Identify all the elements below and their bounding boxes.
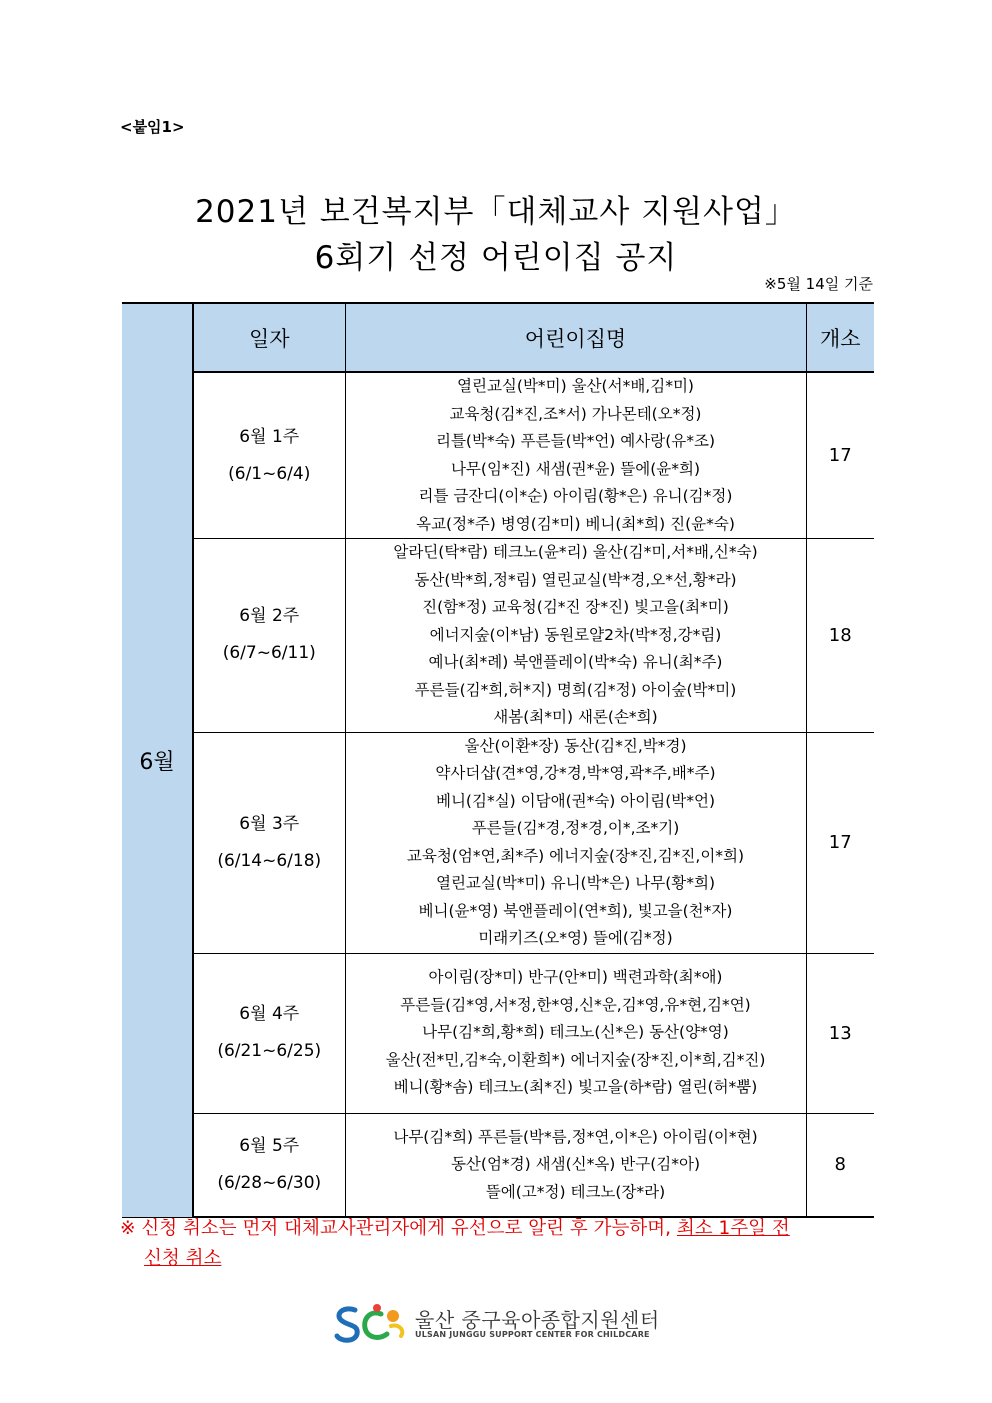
names-cell [345,1113,806,1217]
reference-mark: ※ [120,1218,136,1239]
list-item: 베니(김*실) 이담애(권*숙) 아이림(박*언) [435,791,715,810]
list-item: 뜰에(고*정) 테크노(장*라) [485,1182,666,1201]
week-label: 6월 4주 [239,1004,300,1024]
page-subtitle: 6회기 선정 어린이집 공지 [314,240,678,276]
table-row [122,732,874,953]
list-item: 나무(임*진) 새샘(권*윤) 뜰에(윤*희) [450,459,701,478]
list-item: 리틀(박*숙) 푸른들(박*언) 예사랑(유*조) [435,432,715,450]
month-cell: 6월 [122,303,193,1217]
count-cell: 17 [806,372,874,539]
list-item: 나무(김*희,황*희) 테크노(신*은) 동산(양*영) [422,1023,729,1042]
list-item: 울산(이환*장) 동산(김*진,박*경) [464,736,687,755]
list-item: 동산(엄*경) 새샘(신*옥) 반구(김*아) [450,1155,701,1173]
selection-table [122,302,874,1218]
week-cell [193,539,345,733]
header-name: 어린이집명 [345,303,806,372]
list-item: 알라딘(탁*람) 테크노(윤*리) 울산(김*미,서*배,신*숙) [393,543,758,561]
header-date: 일자 [193,303,345,372]
week-range: (6/14~6/18) [217,850,322,871]
names-cell [345,372,806,539]
list-item: 열린교실(박*미) 울산(서*배,김*미) [457,377,694,395]
count-cell: 18 [806,539,874,733]
list-item: 베니(황*솜) 테크노(최*진) 빛고을(하*람) 열린(허*뿜) [393,1078,758,1097]
list-item: 울산(전*민,김*숙,이환희*) 에너지숲(장*진,이*희,김*진) [385,1050,766,1069]
list-item: 진(함*정) 교육청(김*진 장*진) 빛고을(최*미) [422,598,729,616]
header-count: 개소 [806,303,874,372]
cancellation-notice [120,1214,876,1274]
notice-line2: 신청 취소 [144,1248,222,1269]
week-range: (6/28~6/30) [217,1172,322,1193]
logo-english-text: ULSAN JUNGGU SUPPORT CENTER FOR CHILDCARE [415,1330,650,1339]
names-cell [345,953,806,1113]
list-item: 푸른들(김*영,서*정,한*영,신*운,김*영,유*현,김*연) [400,995,751,1014]
week-label: 6월 2주 [239,606,300,627]
list-item: 약사더샵(견*영,강*경,박*영,곽*주,배*주) [435,764,716,782]
names-cell [345,539,806,733]
list-item: 푸른들(김*경,정*경,이*,조*기) [471,819,680,837]
list-item: 미래키즈(오*영) 뜰에(김*정) [478,929,673,947]
count-cell: 8 [806,1113,874,1217]
list-item: 푸른들(김*희,허*지) 명희(김*정) 아이숲(박*미) [414,680,737,699]
table-row [122,1113,874,1217]
list-item: 열린교실(박*미) 유니(박*은) 나무(황*희) [435,874,715,892]
list-item: 나무(김*희) 푸른들(박*름,정*연,이*은) 아이림(이*현) [393,1127,758,1146]
week-cell [193,953,345,1113]
count-cell: 13 [806,953,874,1113]
list-item: 교육청(엄*연,최*주) 에너지숲(장*진,김*진,이*희) [406,846,745,865]
table-row [122,372,874,539]
names-cell [345,732,806,953]
week-cell [193,1113,345,1217]
table-row [122,539,874,733]
week-cell [193,732,345,953]
notice-text: 신청 취소는 먼저 대체교사관리자에게 유선으로 알린 후 가능하며, [141,1218,671,1239]
list-item: 아이림(장*미) 반구(안*미) 백련과학(최*애) [428,968,723,987]
list-item: 에너지숲(이*남) 동원로얄2차(박*정,강*림) [429,625,722,644]
attachment-label: <붙임1> [120,118,185,136]
center-logo [333,1302,663,1346]
week-range: (6/1~6/4) [228,463,311,484]
table-row [122,953,874,1113]
count-cell: 17 [806,732,874,953]
logo-mark-icon [333,1302,413,1344]
week-label: 6월 1주 [239,426,300,447]
list-item: 예나(최*례) 북앤플레이(박*숙) 유니(최*주) [428,653,723,671]
list-item: 새봄(최*미) 새론(손*희) [493,708,658,726]
week-label: 6월 5주 [239,1135,300,1156]
list-item: 베니(윤*영) 북앤플레이(연*희), 빛고을(천*자) [418,901,733,920]
logo-korean-text: 울산 중구육아종합지원센터 [415,1308,660,1332]
list-item: 옥교(정*주) 병영(김*미) 베니(최*희) 진(윤*숙) [416,514,735,533]
week-range: (6/21~6/25) [217,1041,322,1061]
week-label: 6월 3주 [239,813,300,834]
list-item: 동산(박*희,정*림) 열린교실(박*경,오*선,황*라) [414,570,737,589]
page-title: 2021년 보건복지부「대체교사 지원사업」 [195,194,797,230]
list-item: 리틀 금잔디(이*순) 아이림(황*은) 유니(김*정) [418,487,733,505]
notice-underlined-text: 최소 1주일 전 [676,1218,790,1239]
week-range: (6/7~6/11) [222,643,316,664]
week-cell [193,372,345,539]
list-item: 교육청(김*진,조*서) 가나몬테(오*정) [449,404,702,423]
basis-note: ※5월 14일 기준 [764,275,873,293]
